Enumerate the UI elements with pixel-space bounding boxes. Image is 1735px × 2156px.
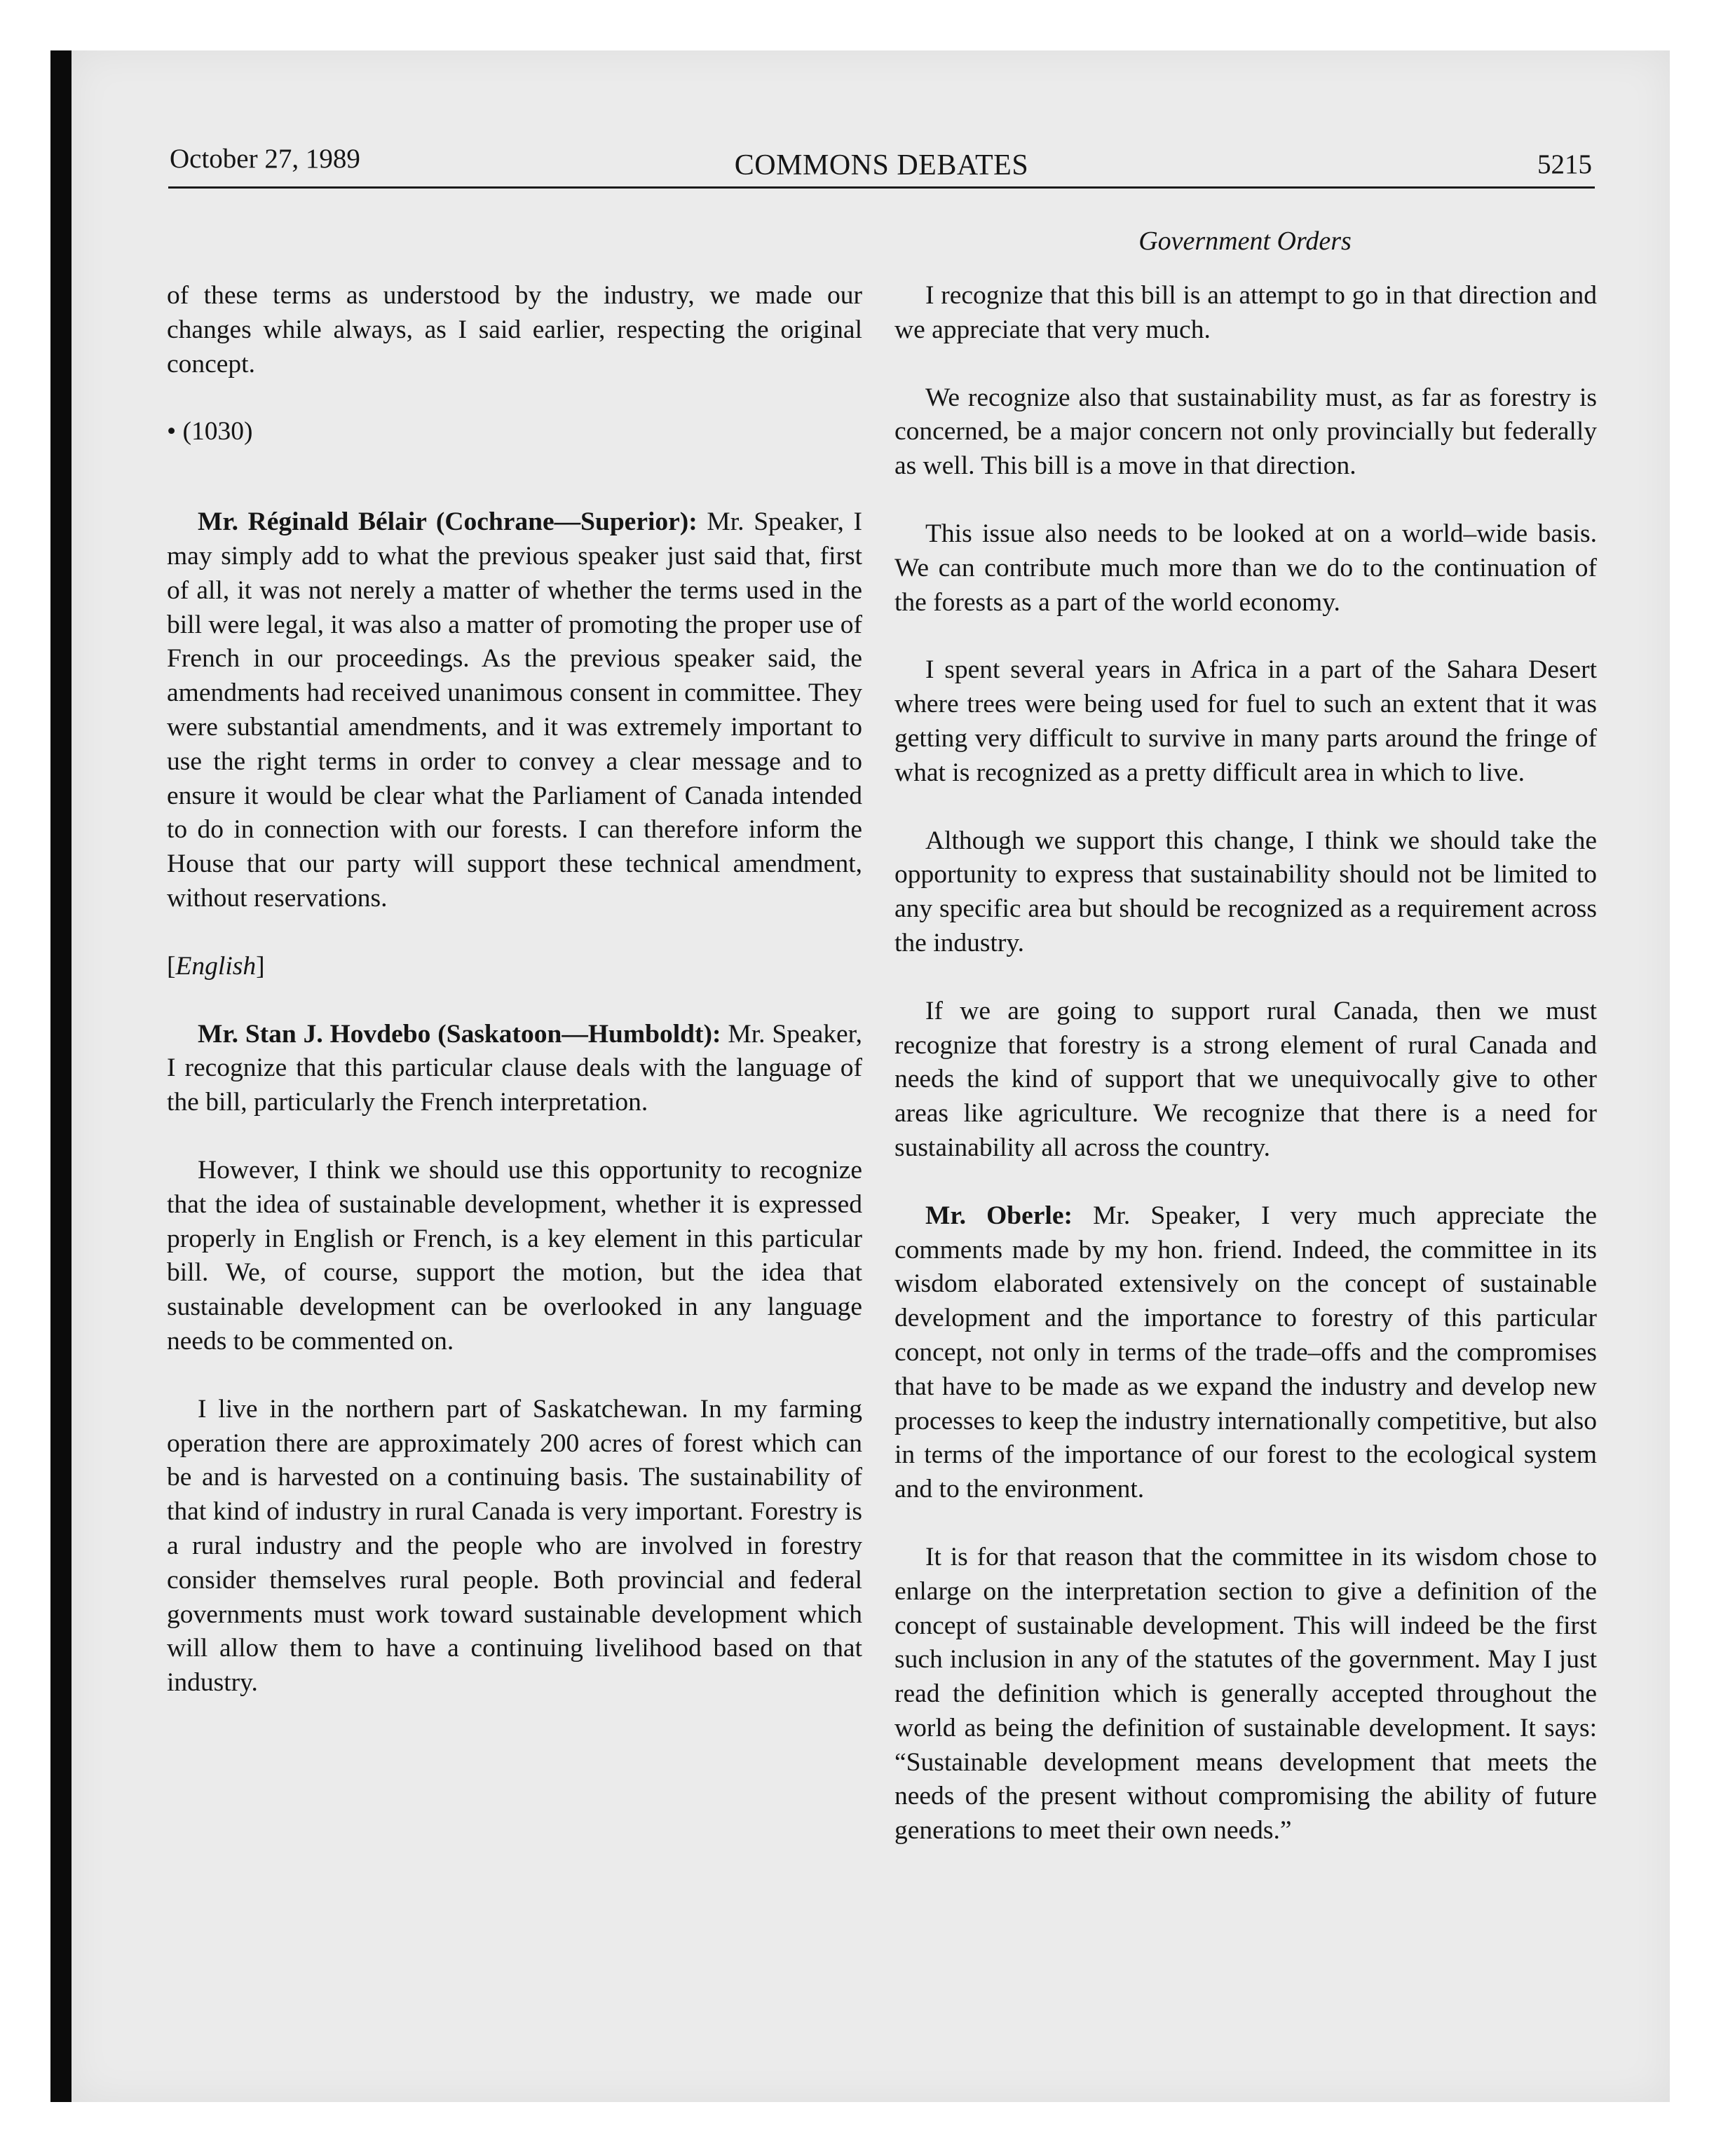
- section-heading: Government Orders: [1138, 226, 1352, 256]
- paragraph: I spent several years in Africa in a part of the Sahara Desert where trees were being used for fuel to such an extent that it was getting very difficult to survive in many parts around the fringe of what is recognized as a pretty difficult area in which to live.: [894, 655, 1597, 787]
- paragraph: I recognize that this bill is an attempt to go in that direction and we appreciate that very much.: [894, 281, 1597, 344]
- right-column: [894, 279, 1597, 1848]
- speech-paragraph: [167, 505, 862, 916]
- language-marker: [English]: [167, 951, 265, 981]
- paragraph: This issue also needs to be looked at on a world–wide basis. We can contribute much more than we do to the continuation of the forests as a part of the world economy.: [894, 519, 1597, 617]
- speaker-name: Mr. Réginald Bélair (Cochrane—Superior):: [198, 507, 698, 537]
- speech-text: Mr. Speaker, I recognize that this particular clause deals with the language of the bill, particularly the French interpretation.: [167, 1019, 863, 1117]
- paragraph: It is for that reason that the committee in its wisdom chose to enlarge on the interpretation section to give a definition of the concept of sustainable development. This will indeed be the first such inclusion in any of the statutes of the government. May I just read the definition which is generally accepted throughout the world as being the definition of sustainable development. It says: “Sustainable development means development that meets the needs of the present without compromising the ability of future generations to meet their own needs.”: [894, 1542, 1597, 1845]
- speech-paragraph: [894, 1199, 1597, 1507]
- paragraph: Although we support this change, I think we should take the opportunity to express that sustainability should not be limited to any specific area but should be recognized as a requirement across the industry.: [894, 826, 1597, 957]
- speaker-name: Mr. Oberle:: [925, 1201, 1073, 1230]
- paragraph: I live in the northern part of Saskatchewan. In my farming operation there are approximately 200 acres of forest which can be and is harvested on a continuing basis. The sustainability of that kind of industry in rural Canada is very important. Forestry is a rural industry and the people who are involved in forestry consider themselves rural people. Both provincial and federal governments must work toward sustainable development which will allow them to have a continuing livelihood based on that industry.: [167, 1394, 862, 1698]
- page-number: 5215: [1537, 149, 1592, 179]
- paragraph: of these terms as understood by the industry, we made our changes while always, as I said earlier, respecting the original concept.: [167, 281, 862, 378]
- header-title: COMMONS DEBATES: [734, 149, 1029, 182]
- time-marker: • (1030): [167, 417, 253, 446]
- speech-text: Mr. Speaker, I very much appreciate the comments made by my hon. friend. Indeed, the committee in its wisdom elaborated extensively on the concept of sustainable development and the importance to forestry of this particular concept, not only in terms of the trade–offs and the compromises that have to be made as we expand the industry and develop new processes to keep the industry internationally competitive, but also in terms of the importance of our forest to the ecological system and to the environment.: [894, 1201, 1597, 1504]
- paragraph: However, I think we should use this opportunity to recognize that the idea of sustainable development, whether it is expressed properly in English or French, is a key element in this particular bill. We, of course, support the motion, but the idea that sustainable development can be overlooked in any language needs to be commented on.: [167, 1155, 862, 1356]
- header-date: October 27, 1989: [170, 144, 360, 174]
- paragraph: We recognize also that sustainability must, as far as forestry is concerned, be a major concern not only provincially but federally as well. This bill is a move in that direction.: [894, 383, 1597, 481]
- paragraph: If we are going to support rural Canada, then we must recognize that forestry is a strong element of rural Canada and needs the kind of support that we unequivocally give to other areas like agriculture. We recognize that there is a need for sustainability all across the country.: [894, 996, 1597, 1162]
- language-label: English: [175, 951, 257, 981]
- running-header: [168, 140, 1595, 189]
- speech-text: Mr. Speaker, I may simply add to what the previous speaker just said that, first of all, it was not nerely a matter of whether the terms used in the bill were legal, it was also a matter of promoting the proper use of French in our proceedings. As the previous speaker said, the amendments had received unanimous consent in committee. They were substantial amendments, and it was extremely important to use the right terms in order to convey a clear message and to ensure it would be clear what the Parliament of Canada intended to do in connection with our forests. I can therefore inform the House that our party will support these technical amendment, without reservations.: [167, 507, 862, 913]
- speech-paragraph: [167, 1018, 862, 1120]
- speaker-name: Mr. Stan J. Hovdebo (Saskatoon—Humboldt):: [198, 1019, 721, 1049]
- scan-border: [50, 50, 72, 2102]
- left-column: [167, 279, 862, 1700]
